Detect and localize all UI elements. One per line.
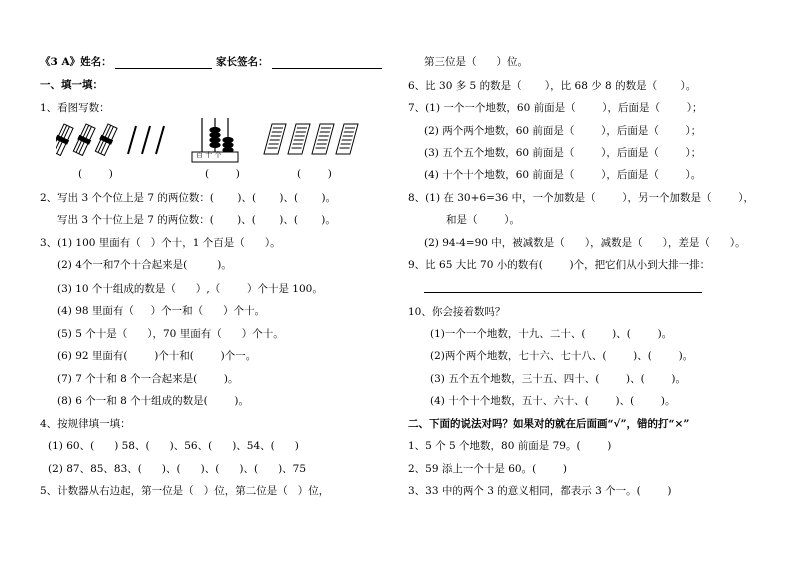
q1-blank-1[interactable]: ( ): [78, 168, 113, 180]
q4-1-text: (1) 60、( ) 58、( )、56、( )、54、( ): [48, 440, 299, 452]
q3-6-text: (6) 92 里面有( )个十和( )个一。: [57, 350, 257, 362]
s2-2-text: 2、59 添上一个十是 60。( ): [408, 463, 567, 475]
class-name-label: [40, 55, 112, 69]
q8-1b-text: 和是（ ）。: [446, 214, 520, 226]
name-blank[interactable]: [115, 68, 212, 69]
q3-3-text: (3) 10 个十组成的数是（ ）,（ ）个十是 100。: [57, 283, 323, 295]
s2-3-text: 3、33 中的两个 3 的意义相同，都表示 3 个一。( ): [408, 485, 672, 497]
q4-text: 4、按规律填一填：: [40, 418, 131, 430]
parent-sign-label: 家长签名：: [216, 56, 269, 68]
q7-3-text: (3) 五个五个地数，60 前面是（ ），后面是（ ）；: [424, 147, 702, 159]
q7-1-text: 7、(1) 一个一个地数，60 前面是（ ），后面是（ ）；: [408, 102, 703, 114]
s2-1-text: 1、5 个 5 个地数，80 前面是 79。( ): [408, 440, 612, 452]
q1-blank-2[interactable]: ( ): [205, 168, 240, 180]
q7-2-text: (2) 两个两个地数，60 前面是（ ），后面是（ ）；: [424, 125, 702, 137]
q5-text: 5、计数器从右边起，第一位是（ ）位，第二位是（ ）位，: [40, 485, 330, 497]
q9-text: 9、比 65 大比 70 小的数有( )个，把它们从小到大排一排：: [408, 259, 711, 271]
q10-3-text: (3) 五个五个地数，三十五、四十、( )、( )。: [430, 373, 686, 385]
q1-blank-3[interactable]: ( ): [297, 168, 332, 180]
q3-4-text: (4) 98 里面有（ ）个一和（ ）个十。: [57, 305, 266, 317]
section2-title: 二、下面的说法对吗？如果对的就在后面画“√”，错的打“×”: [408, 418, 690, 430]
q3-7-text: (7) 7 个十和 8 个一合起来是( )。: [57, 373, 239, 385]
section1-title: 一、填一填：: [40, 79, 103, 91]
q7-4-text: (4) 十个十个地数，60 前面是（ ），后面是（ ）。: [424, 169, 702, 181]
q3-5-text: (5) 5 个十是（ ），70 里面有（ ）个十。: [57, 328, 284, 340]
parent-sign-blank[interactable]: [272, 68, 382, 69]
q10-2-text: (2)两个两个地数，七十六、七十八、( )、( )。: [430, 350, 694, 362]
q6-text: 6、比 30 多 5 的数是（ ），比 68 少 8 的数是（ ）。: [408, 80, 697, 92]
q3-2-text: (2) 4个一和7个十合起来是( )。: [57, 259, 232, 271]
q1-text: 1、看图写数：: [40, 102, 110, 114]
q10-text: 10、你会接着数吗？: [408, 306, 506, 318]
q2a-text: 2、写出 3 个个位上是 7 的两位数：( )、( )、( )。: [40, 192, 337, 204]
book-stacks-image: [262, 118, 362, 160]
name-label: 《3 A》姓名：: [40, 56, 112, 68]
q2b-text: 写出 3 个十位上是 7 的两位数：( )、( )、( )。: [57, 214, 336, 226]
q4-2-text: (2) 87、85、83、( )、( )、( )、( )、75: [48, 463, 307, 475]
q8-2-text: (2) 94-4=90 中，被减数是（ ），减数是（ ），差是（ ）。: [424, 237, 746, 249]
q9-answer-line[interactable]: [424, 292, 702, 293]
q8-1-text: 8、(1) 在 30+6=36 中，一个加数是（ ），另一个加数是（ ），: [408, 192, 754, 204]
q10-4-text: (4) 十个十个地数，五十、六十、( )、( )。: [430, 395, 676, 407]
abacus-place-labels: 百 十 个: [196, 151, 222, 159]
q5-cont-text: 第三位是（ ）位。: [424, 56, 529, 68]
q10-1-text: (1)一个一个地数，十九、二十、( )、( )。: [430, 328, 673, 340]
q3-8-text: (8) 6 个一和 8 个十组成的数是( )。: [57, 395, 249, 407]
sticks-bundle-image: [56, 120, 176, 160]
q3-1-text: 3、(1) 100 里面有（ ）个十，1 个百是（ ）。: [40, 237, 281, 249]
